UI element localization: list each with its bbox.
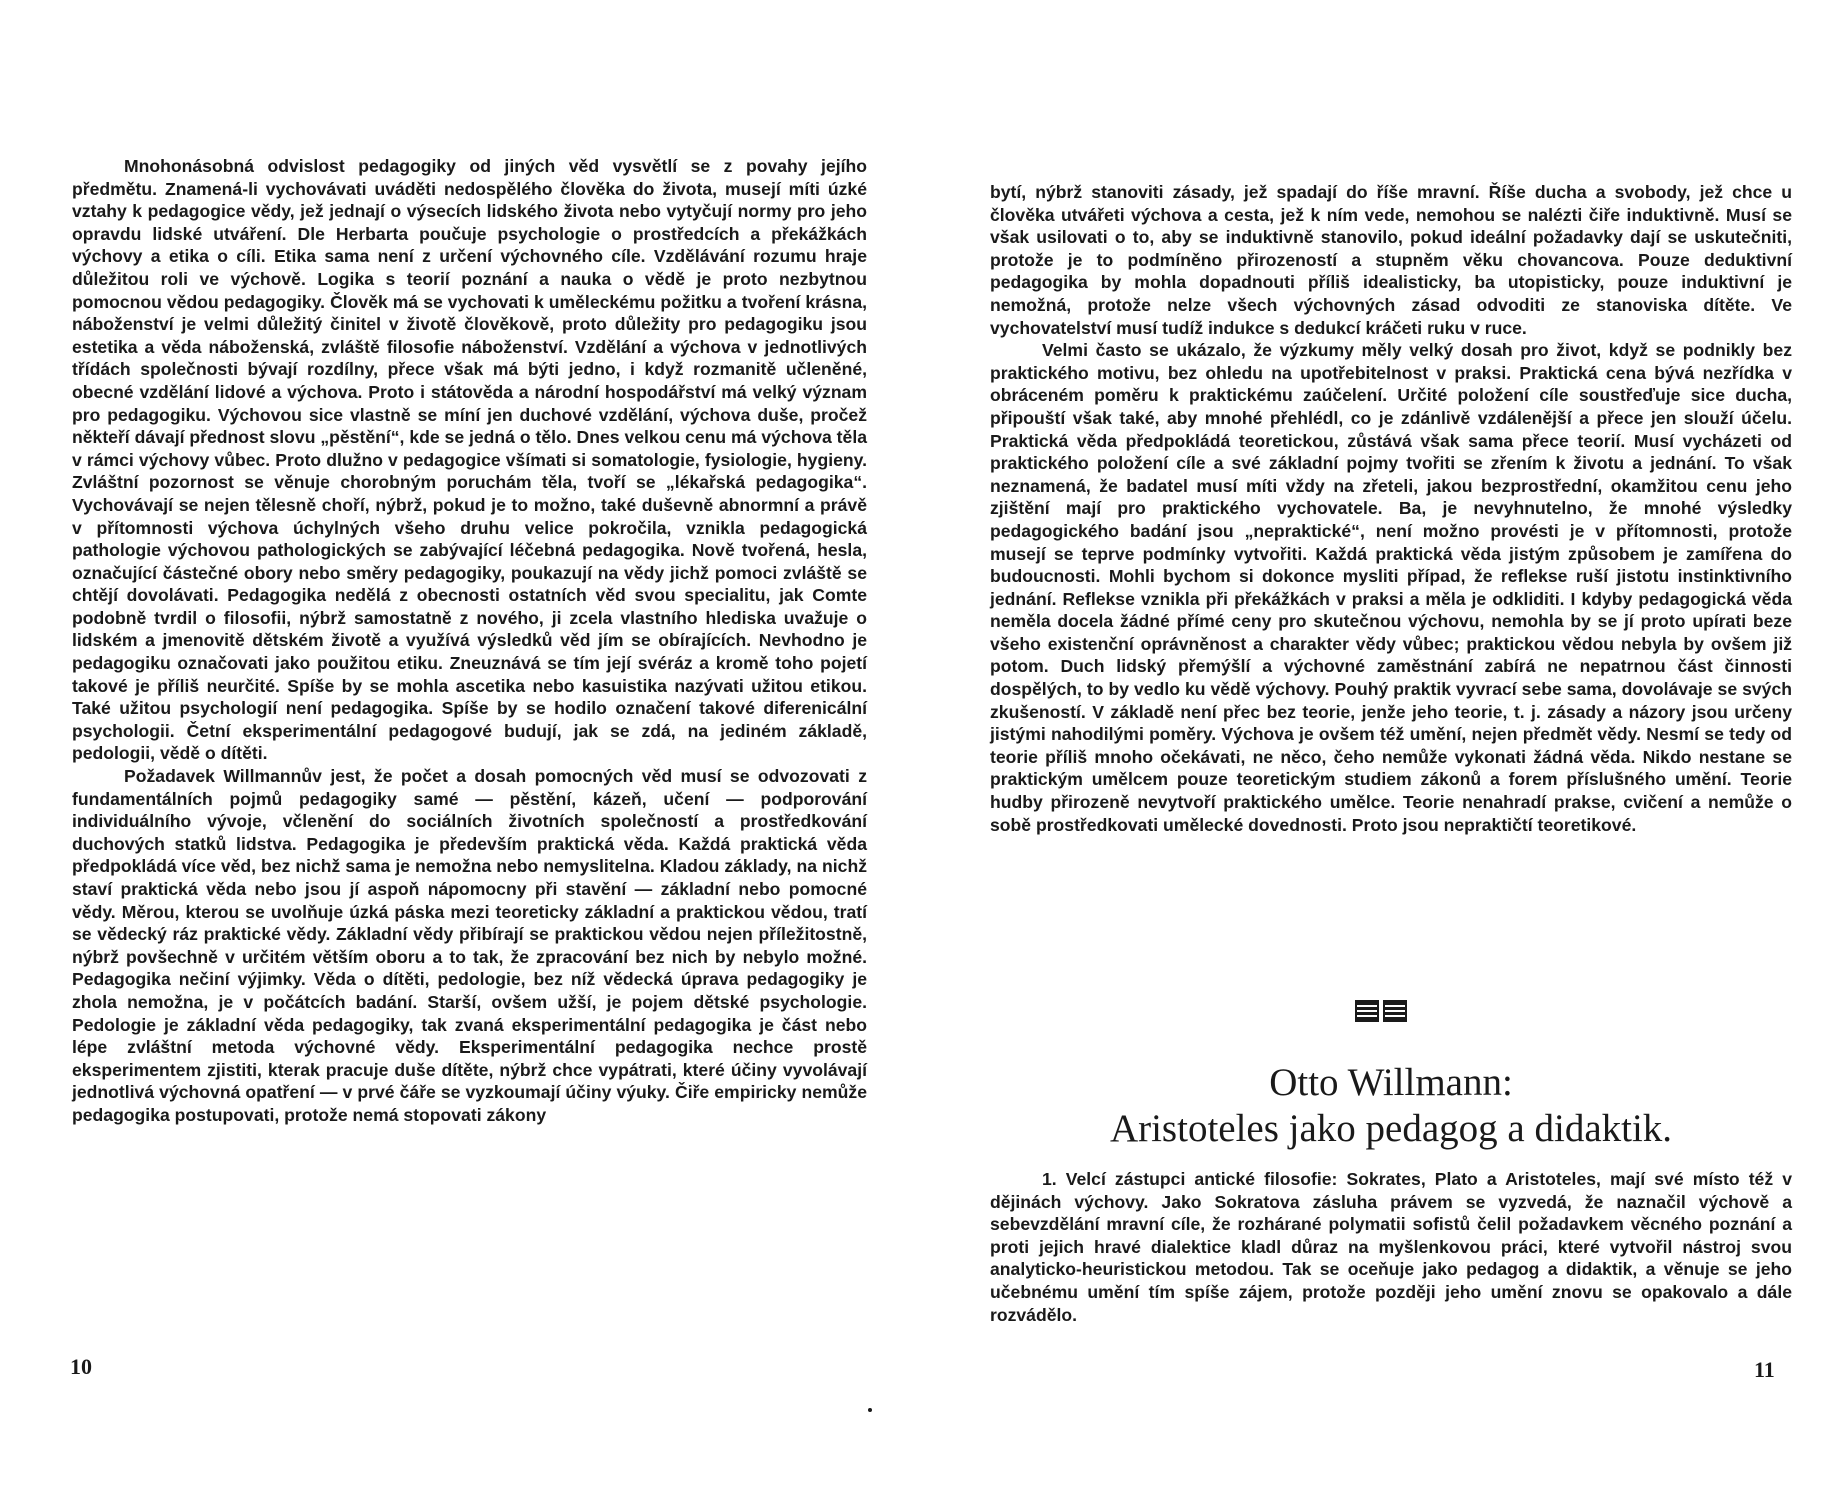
right-page (922, 0, 1844, 1500)
ornament-block-right (1383, 1000, 1407, 1022)
print-speck (868, 1408, 872, 1412)
right-paragraph-3: 1. Velcí zástupci antické filosofie: Sokrates, Plato a Aristoteles, mají své místo též v dějinách výchovy. Jako Sokratova zásluha právem se vyzvedá, že naznačil výchově a sebevzdělání mravní cíle, že rozhárané polymatii sofistů čelil požadavkem věcného poznání a proti jejich hravé dialektice kladl důraz na myšlenkovou práci, které vytvořil nástroj svou analyticko-heuristickou metodou. Tak se oceňuje jako pedagog a didaktik, a věnuje se jeho učebnému umění tím spíše zájem, protože později jeho umění znovu se opakovalo a dále rozvádělo. (990, 1169, 1792, 1325)
right-paragraph-1: bytí, nýbrž stanoviti zásady, jež spadají do říše mravní. Říše ducha a svobody, jež chce u člověka utvářeti výchova a cesta, jež k ním vede, nemohou se nalézti čiře induktivně. Musí se však usilovati o to, aby se induktivně stanovilo, pokud ideální požadavky dají se uskutečniti, protože je to podmíněno přirozeností a stupněm věku chovancova. Pouze deduktivní pedagogika by mohla dopadnouti příliš idealisticky, ba utopisticky, pouze induktivní je nemožná, protože nelze všech výchovných zásad odvoditi ze stanoviska dítěte. Ve vychovatelství musí tudíž indukce s dedukcí kráčeti ruku v ruce. (990, 182, 1792, 338)
left-paragraph-1: Mnohonásobná odvislost pedagogiky od jiných věd vysvětlí se z povahy jejího předmětu. Znamená-li vychovávati uváděti nedospělého člověka do života, musejí míti úzké vztahy k pedagogice vědy, jež jednají o výsecích lidského života nebo vytyčují normy pro jeho opravdu lidské utváření. Dle Herbarta poučuje psychologie o prostředcích a překážkách výchovy a etika o cíli. Etika sama není z určení výchovného cíle. Vzdělávání rozumu hraje důležitou roli ve výchově. Logika s teorií poznání a nauka o vědě je proto nezbytnou pomocnou vědou pedagogiky. Člověk má se vychovati k uměleckému požitku a tvoření krásna, náboženství je velmi důležitý činitel v životě člověkově, proto důležity pro pedagogiku jsou estetika a věda náboženská, zvláště filosofie náboženství. Vzdělání a výchova v jednotlivých třídách společnosti bývají rozdílny, přece však má býti jedno, i když rozmanitě učleněné, obecné vzdělání lidové a výchova. Proto i státověda a národní hospodářství má velký význam pro pedagogiku. Výchovou sice vlastně se míní jen duchové vzdělání, výchova duše, pročež někteří dávají přednost slovu „pěstění“, kde se jedná o tělo. Dnes velkou cenu má výchova těla v rámci výchovy vůbec. Proto dlužno v pedagogice všímati si somatologie, fysiologie, hygieny. Zvláštní pozornost se věnuje chorobným poruchám těla, tvoří se „lékařská pedagogika“. Vychovávají se nejen tělesně choří, nýbrž, pokud je to možno, také duševně abnormní a právě v přítomnosti výchova úchylných všeho druhu velice pokročila, vznikla pedagogická pathologie výchovou pathologických se zabývající léčebná pedagogika. Nově tvořená, hesla, označující částečné obory nebo směry pedagogiky, poukazují na vědy jichž pomoci zvláště se chtějí dovolávati. Pedagogika nedělá z obecnosti ostatních věd svou specialitu, jak Comte podobně tvrdil o filosofii, nýbrž samostatně z nového, ji zcela vlastního hlediska uvažuje o lidském a jmenovitě dětském životě a využívá výsledků věd jím se obírajících. Nevhodno je pedagogiku označovati jako použitou etiku. Zneuznává se tím její svéráz a kromě toho pojetí takové je příliš neurčité. Spíše by se mohla ascetika nebo kasuistika nazývati užitou etikou. Také užitou psychologií není pedagogika. Spíše by se hodilo označení takové diferenicální psychologii. Četní eksperimentální pedagogové budují, jak se zdá, na jediném základě, pedologii, vědě o dítěti. (72, 156, 867, 764)
article-title-subject: Aristoteles jako pedagog a didaktik. (1109, 1107, 1673, 1150)
right-page-text-column-top (990, 181, 1792, 836)
right-page-number: 11 (1754, 1357, 1775, 1382)
right-page-text-column-bottom (990, 1168, 1792, 1326)
article-title-author: Otto Willmann: (1269, 1061, 1513, 1104)
left-page-text-column (72, 155, 867, 1127)
article-title (990, 1060, 1792, 1152)
left-page-number: 10 (70, 1354, 92, 1379)
left-paragraph-2: Požadavek Willmannův jest, že počet a dosah pomocných věd musí se odvozovati z fundamentálních pojmů pedagogiky samé — pěstění, kázeň, učení — podporování individuálního vývoje, včlenění do sociálních životních společností a prostředkování duchových statků lidstva. Pedagogika je především praktická věda. Každá praktická věda předpokládá více věd, bez nichž sama je nemožna nebo nemyslitelna. Kladou základy, na nichž staví praktická věda nebo jsou jí aspoň nápomocny při stavění — základní nebo pomocné vědy. Měrou, kterou se uvolňuje úzká páska mezi teoreticky základní a praktickou vědou, tratí se vědecký ráz praktické vědy. Základní vědy přibírají se praktickou vědou nejen příležitostně, nýbrž povšechně v určitém větším oboru a to tak, že zpracování bez nich by nebylo možné. Pedagogika nečiní výjimky. Věda o dítěti, pedologie, bez níž vědecká úprava pedagogiky je zhola nemožna, je v počátcích badání. Starší, ovšem užší, je pojem dětské psychologie. Pedologie je základní věda pedagogiky, tak zvaná eksperimentální pedagogika je část nebo lépe zvláštní metoda výchovné vědy. Eksperimentální pedagogika nechce prostě eksperimentem zjistiti, kterak pracuje duše dítěte, nýbrž chce vypátrati, které účiny vyvolávají jednotlivá výchovná opatření — v prvé čáře se vyzkoumají účiny výuky. Čiře empiricky nemůže pedagogika postupovati, protože nemá stopovati zákony (72, 766, 867, 1125)
section-divider-ornament (1355, 1000, 1407, 1022)
right-paragraph-2: Velmi často se ukázalo, že výzkumy měly velký dosah pro život, když se podnikly bez praktického motivu, bez ohledu na upotřebitelnost v praksi. Praktická cena bývá nezřídka v obráceném poměru k praktickému zaúčelení. Určité položení cíle soustřeďuje sice ducha, připouští však také, aby mnohé přehlédl, co je zdánlivě vzdálenější a přece jen slouží účelu. Praktická věda předpokládá teoretickou, zůstává však sama přece teorií. Musí vycházeti od praktického položení cíle a své základní pojmy tvořiti se zřením k životu a jednání. To však neznamená, že badatel musí míti vždy na zřeteli, jakou bezprostřední, okamžitou cenu jeho zjištění mají pro praktického vychovatele. Ba, je nevyhnutelno, že mnohé výsledky pedagogického badání jsou „nepraktické“, není možno provésti je v přítomnosti, protože musejí se teprve podmínky vytvořiti. Každá praktická věda jistým způsobem je zamířena do budoucnosti. Mohli bychom si dokonce mysliti případ, že reflekse ruší jistotu instinktivního jednání. Reflekse vznikla při překážkách v praksi a měla je odkliditi. I kdyby pedagogická věda neměla docela žádné přímé ceny pro skutečnou výchovu, nemohla by se jí proto upírati beze všeho existenční oprávněnost a charakter vědy vůbec; praktickou vědou nebyla by ovšem již potom. Duch lidský přemýšlí a výchovné zaměstnání zabírá ne nepatrnou část činnosti dospělých, to by vedlo ku vědě výchovy. Pouhý praktik vyvrací sebe sama, dovolávaje se svých zkušeností. V základě není přec bez teorie, jenže jeho teorie, t. j. zásady a názory jsou určeny jistými nahodilými poměry. Výchova je ovšem též umění, nejen předmět vědy. Nesmí se tedy od teorie příliš mnoho očekávati, ne něco, čeho nemůže vykonati žádná věda. Nikdo nestane se praktickým umělcem pouze teoretickým studiem zákonů a forem příslušného umění. Teorie hudby přirozeně nevytvoří praktického umělce. Teorie nenahradí prakse, cvičení a nemůže o sobě prostředkovati umělecké dovednosti. Proto jsou nepraktičtí teoretikové. (990, 340, 1792, 835)
ornament-block-left (1355, 1000, 1379, 1022)
